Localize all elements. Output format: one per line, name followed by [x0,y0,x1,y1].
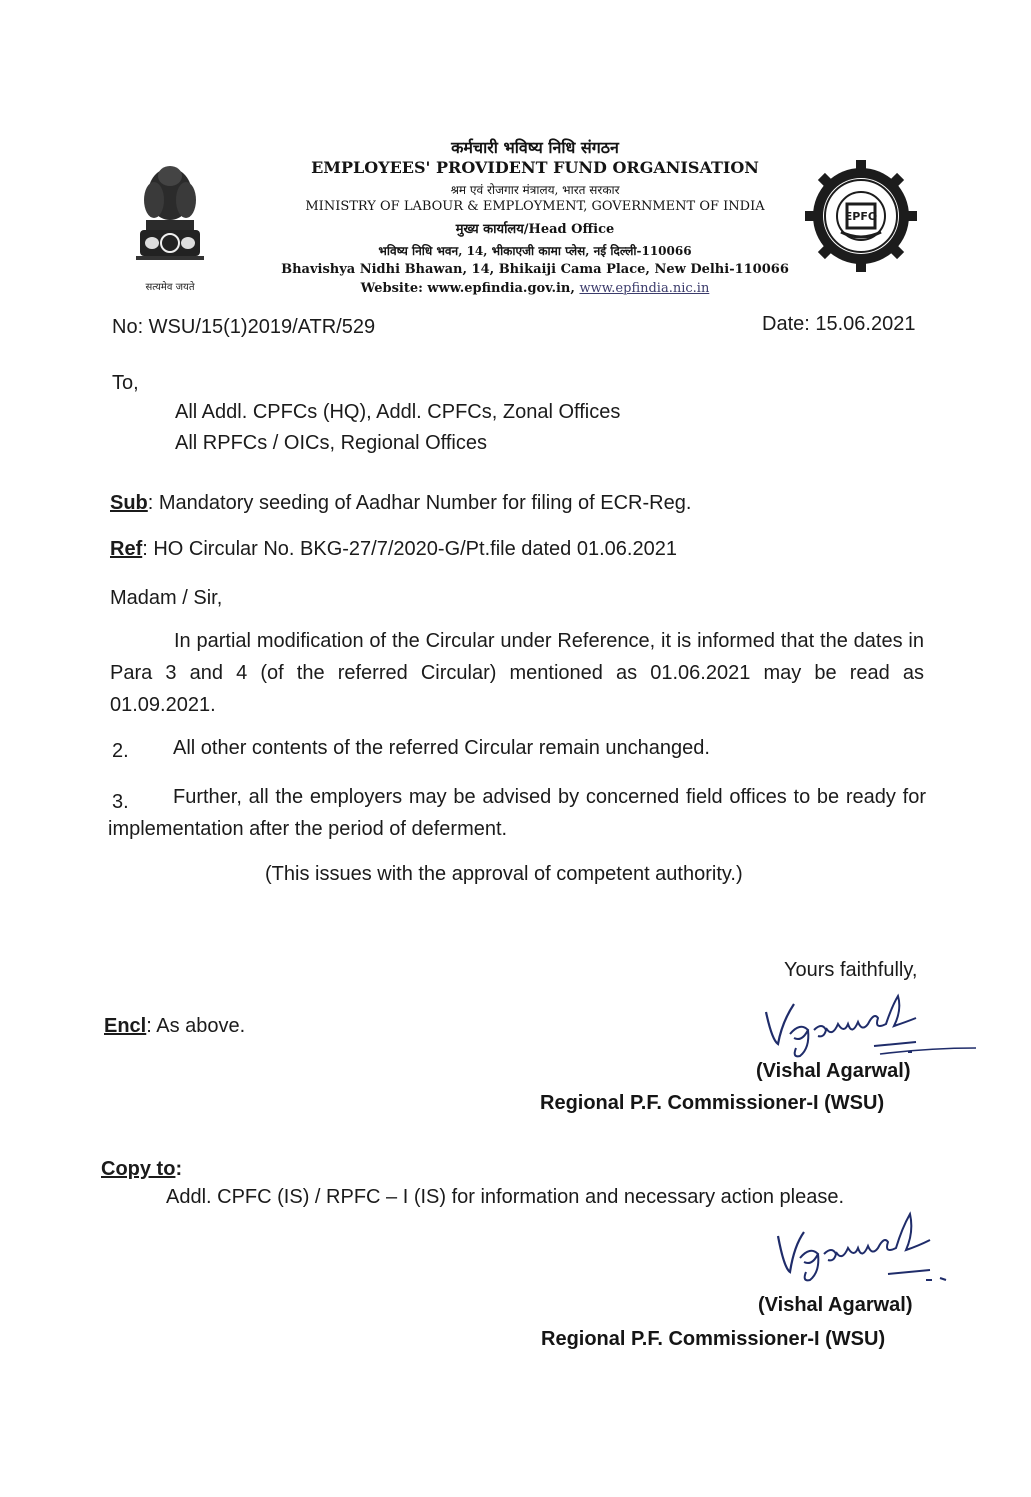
address-hindi: भविष्य निधि भवन, 14, भीकाएजी कामा प्लेस, नई दिल्ली-110066 [378,244,692,258]
yours-faithfully: Yours faithfully, [784,959,918,981]
signature-2 [760,1206,960,1286]
signatory-designation-1: Regional P.F. Commissioner-I (WSU) [540,1092,885,1114]
ref-label: Ref [110,538,143,560]
subject-text: : Mandatory seeding of Aadhar Number for filing of ECR-Reg. [147,492,692,514]
letter-date: Date: 15.06.2021 [762,313,916,335]
enclosure-label: Encl [104,1015,147,1037]
website-line [255,281,815,296]
subject-label: Sub [110,492,148,514]
website-link[interactable]: www.epfindia.nic.in [579,281,710,296]
website-label: Website: www.epfindia.gov.in, [360,281,575,296]
enclosure-text: : As above. [146,1015,246,1037]
paragraph-3-number: 3. [112,791,129,813]
addressee-line-2: All RPFCs / OICs, Regional Offices [175,432,487,454]
copy-to-recipient: Addl. CPFC (IS) / RPFC – I (IS) for information and necessary action please. [166,1186,845,1208]
head-office: मुख्य कार्यालय/Head Office [455,222,615,237]
approval-note: (This issues with the approval of competent authority.) [265,863,743,885]
letter-number: No: WSU/15(1)2019/ATR/529 [112,316,376,338]
org-name-hindi: कर्मचारी भविष्य निधि संगठन [451,138,619,157]
to-label: To, [112,372,139,394]
ref-text: : HO Circular No. BKG-27/7/2020-G/Pt.file dated 01.06.2021 [142,538,677,560]
state-emblem [128,160,212,293]
lion-capital-icon [128,160,212,272]
epfo-seal [805,160,917,272]
copy-to-line [101,1154,182,1185]
paragraph-1: In partial modification of the Circular under Reference, it is informed that the dates in Para 3 and 4 (of the referred Circular) mentioned as 01.06.2021 may be read as 01.09.2021. [110,630,924,716]
paragraph-3: Further, all the employers may be advised by concerned field offices to be ready for implementation after the period of deferment. [108,786,926,840]
ministry-hindi: श्रम एवं रोजगार मंत्रालय, भारत सरकार [450,183,620,197]
address-english: Bhavishya Nidhi Bhawan, 14, Bhikaiji Cama Place, New Delhi-110066 [281,262,789,277]
addressee-line-1: All Addl. CPFCs (HQ), Addl. CPFCs, Zonal Offices [175,401,621,423]
enclosure-line [104,1011,245,1042]
emblem-caption: सत्यमेव जयते [145,282,195,293]
paragraph-2: All other contents of the referred Circular remain unchanged. [173,737,710,759]
salutation: Madam / Sir, [110,587,223,609]
org-name-english: EMPLOYEES' PROVIDENT FUND ORGANISATION [311,158,759,177]
paragraph-2-number: 2. [112,740,129,762]
seal-text: EPFO [844,210,878,223]
ministry-english: MINISTRY OF LABOUR & EMPLOYMENT, GOVERNMENT OF INDIA [305,199,765,214]
signatory-name-2: (Vishal Agarwal) [758,1294,913,1316]
signatory-designation-2: Regional P.F. Commissioner-I (WSU) [541,1328,886,1350]
subject-line [110,488,691,519]
copy-to-label: Copy to [101,1158,176,1180]
signatory-name-1: (Vishal Agarwal) [756,1060,911,1082]
reference-line [110,534,677,565]
signature-1 [748,982,980,1062]
copy-to-colon: : [175,1158,183,1180]
